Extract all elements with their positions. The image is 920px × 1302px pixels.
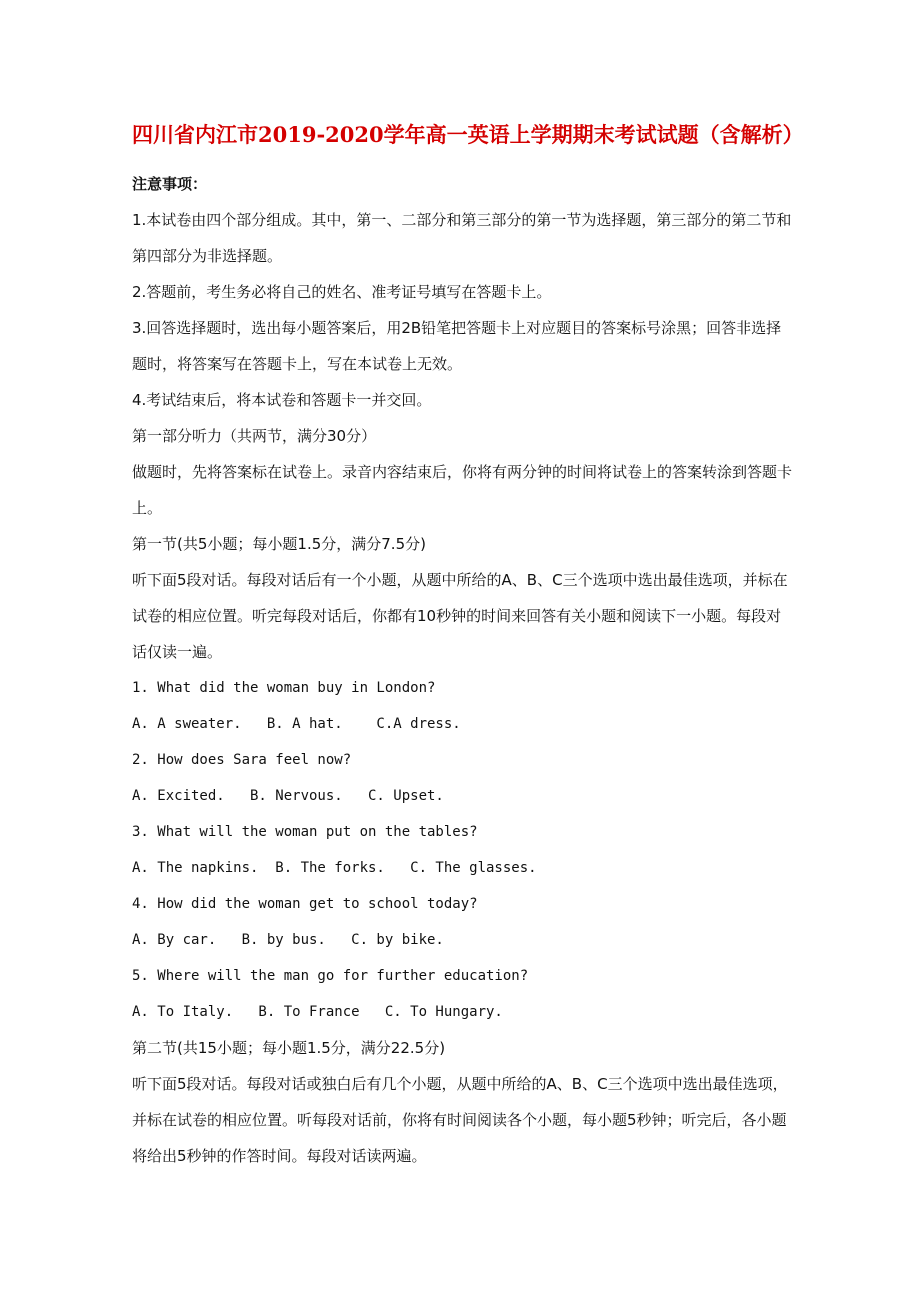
question-text: 1. What did the woman buy in London?	[132, 680, 436, 696]
question-options: A. To Italy. B. To France C. To Hungary.	[132, 1004, 503, 1020]
section2-instruction: 听下面5段对话。每段对话或独白后有几个小题，从题中所给的A、B、C三个选项中选出最佳选项，并标在试卷的相应位置。听每段对话前，你将有时间阅读各个小题，每小题5秒钟；听完后，各小题将给出5秒钟的作答时间。每段对话读两遍。	[132, 1075, 788, 1165]
question-options: A. By car. B. by bus. C. by bike.	[132, 932, 444, 948]
question-options: A. A sweater. B. A hat. C.A dress.	[132, 716, 461, 732]
notice-item: 4.考试结束后，将本试卷和答题卡一并交回。	[132, 391, 432, 409]
notice-item: 2.答题前，考生务必将自己的姓名、准考证号填写在答题卡上。	[132, 283, 552, 301]
section1-instruction: 听下面5段对话。每段对话后有一个小题，从题中所给的A、B、C三个选项中选出最佳选项，并标在试卷的相应位置。听完每段对话后，你都有10秒钟的时间来回答有关小题和阅读下一小题。每段对话仅读一遍。	[132, 571, 788, 661]
question-text: 3. What will the woman put on the tables?	[132, 824, 478, 840]
question-text: 5. Where will the man go for further education?	[132, 968, 529, 984]
notice-item: 3.回答选择题时，选出每小题答案后，用2B铅笔把答题卡上对应题目的答案标号涂黑；回答非选择题时，将答案写在答题卡上，写在本试卷上无效。	[132, 319, 782, 373]
part1-heading: 第一部分听力（共两节，满分30分）	[132, 427, 377, 445]
notice-heading: 注意事项：	[132, 175, 208, 193]
document-title: 四川省内江市2019-2020学年高一英语上学期期末考试试题（含解析）	[132, 122, 804, 147]
part1-instruction: 做题时，先将答案标在试卷上。录音内容结束后，你将有两分钟的时间将试卷上的答案转涂到答题卡上。	[132, 463, 793, 517]
question-text: 4. How did the woman get to school today?	[132, 896, 478, 912]
section1-heading: 第一节(共5小题；每小题1.5分，满分7.5分)	[132, 535, 426, 553]
question-options: A. The napkins. B. The forks. C. The glasses.	[132, 860, 537, 876]
notice-item: 1.本试卷由四个部分组成。其中，第一、二部分和第三部分的第一节为选择题，第三部分的第二节和第四部分为非选择题。	[132, 211, 792, 265]
question-text: 2. How does Sara feel now?	[132, 752, 352, 768]
document-body	[132, 166, 792, 1174]
question-options: A. Excited. B. Nervous. C. Upset.	[132, 788, 444, 804]
section2-heading: 第二节(共15小题；每小题1.5分，满分22.5分)	[132, 1039, 446, 1057]
